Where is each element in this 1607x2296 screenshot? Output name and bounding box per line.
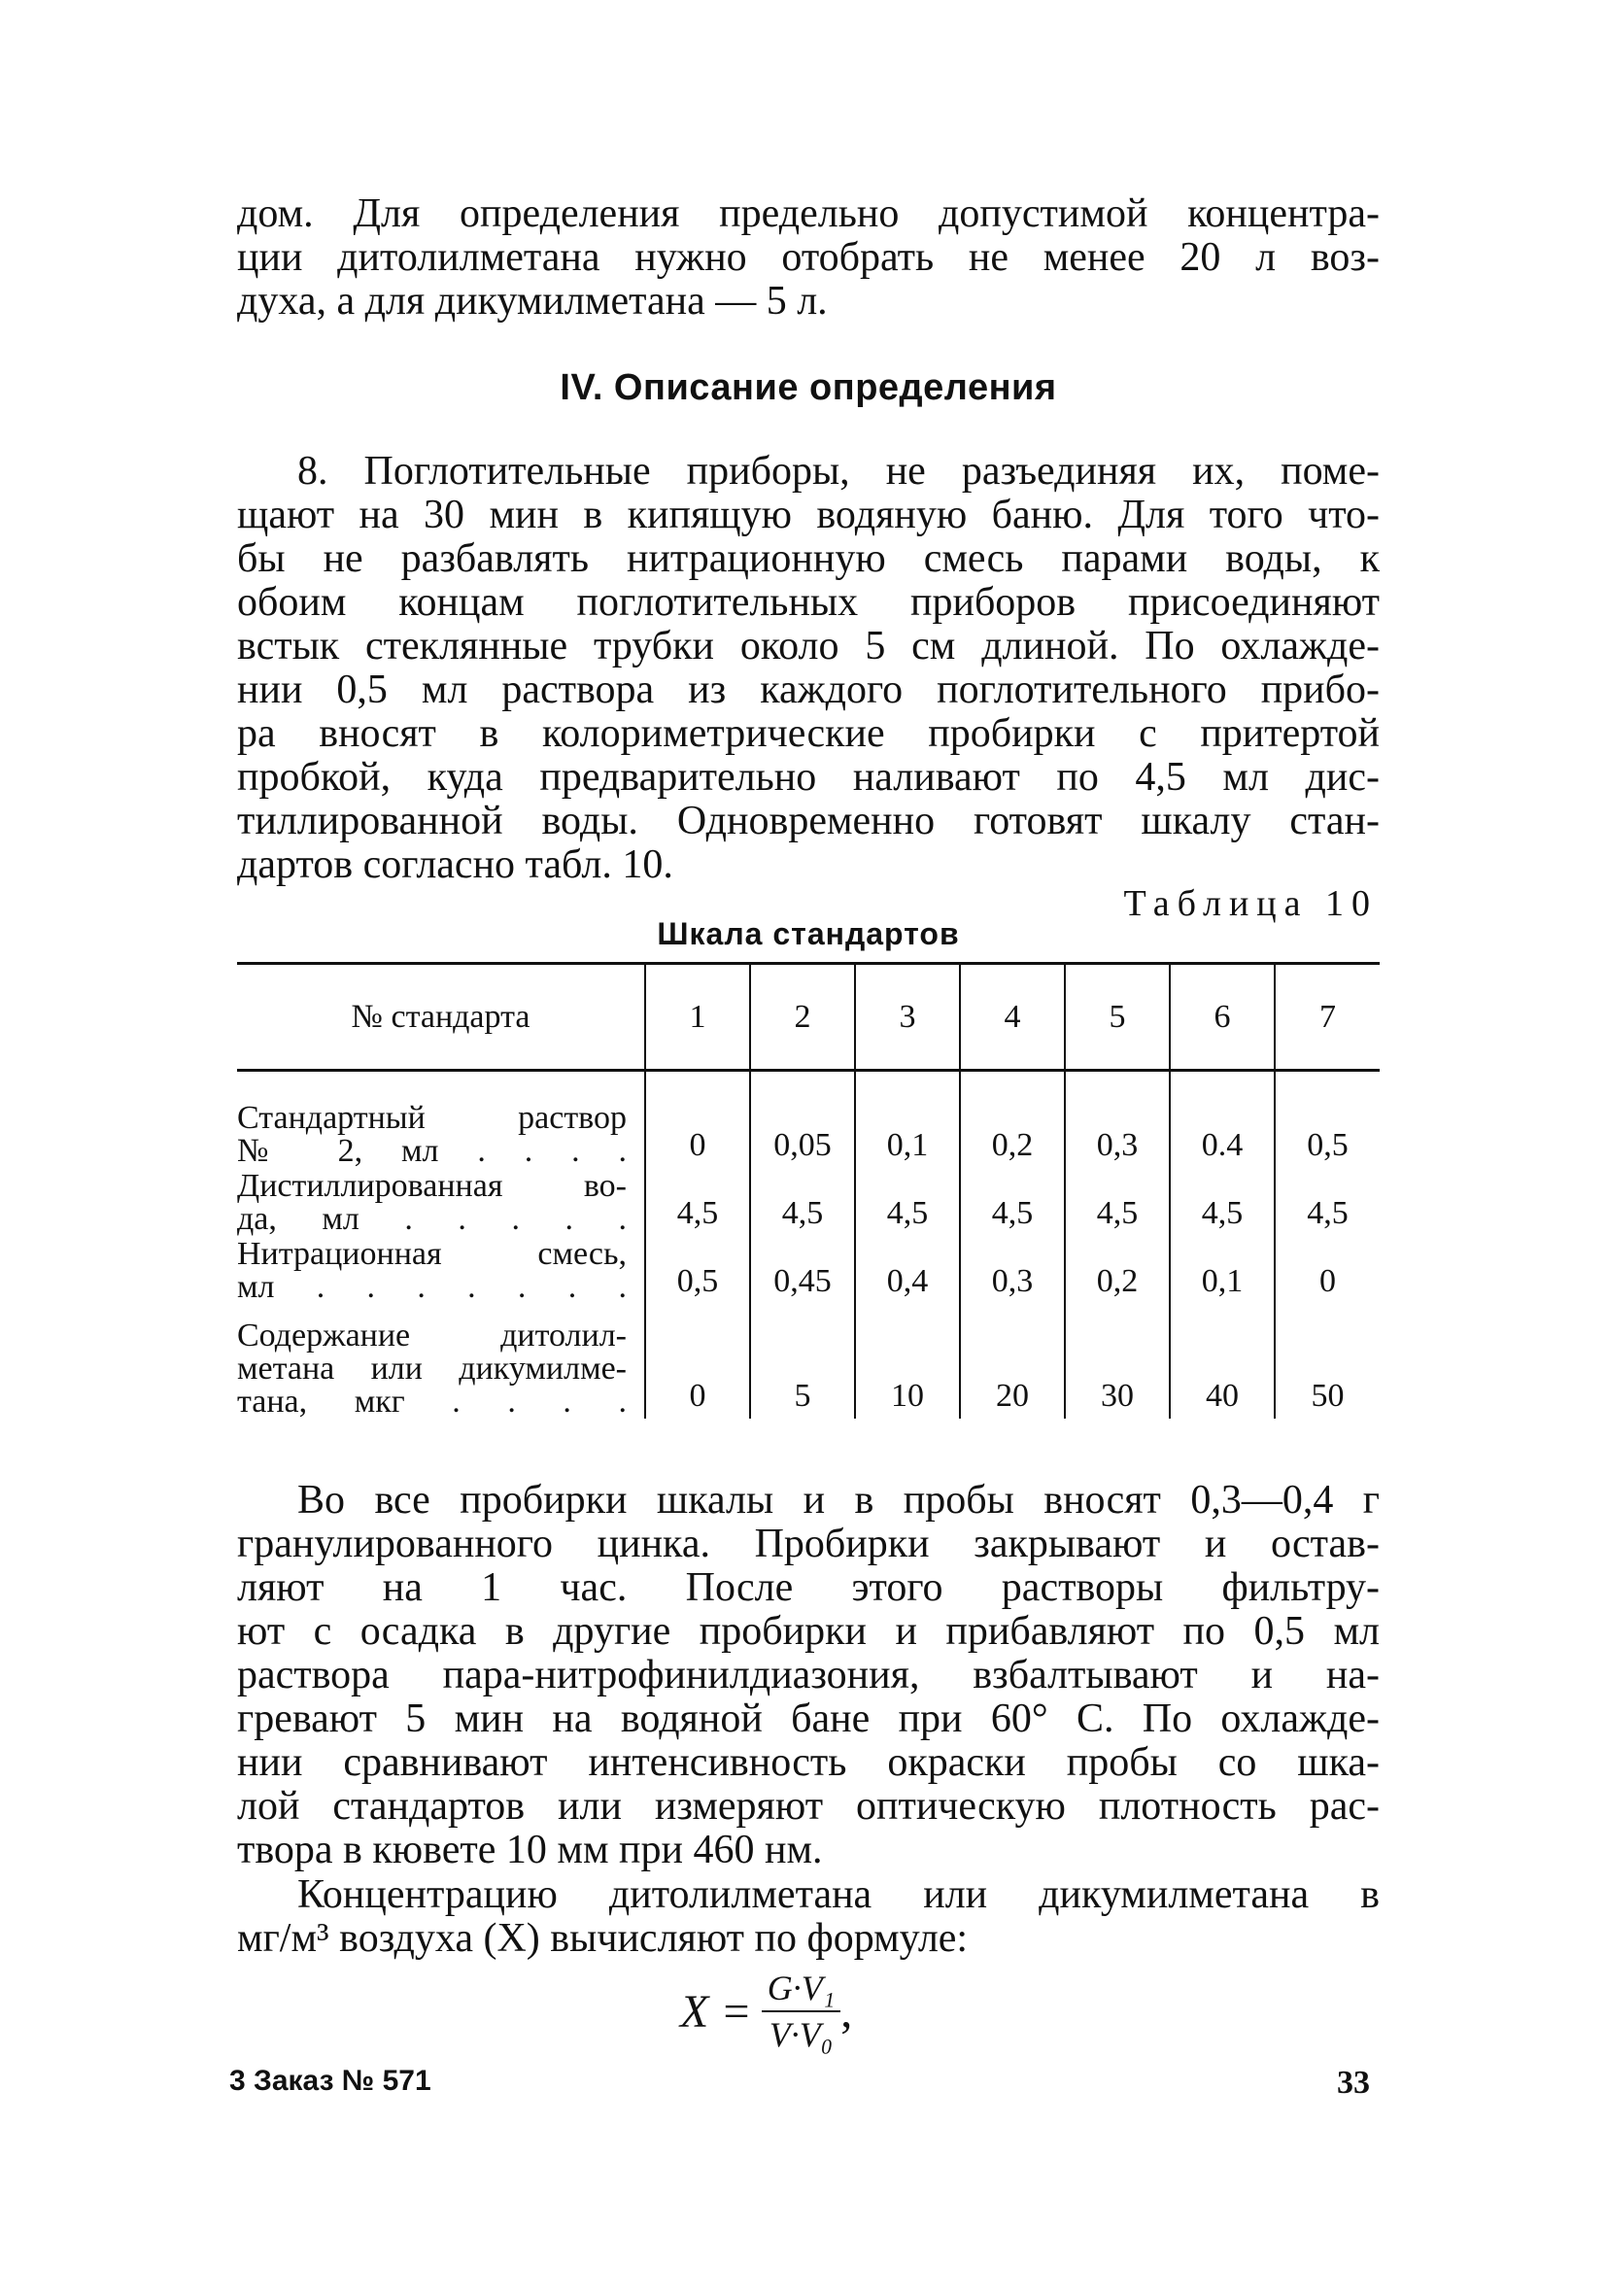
paragraph-analysis-text <box>237 1479 1380 1872</box>
table-title: Шкала стандартов <box>657 916 960 951</box>
table-cell: 40 <box>1170 1304 1275 1419</box>
row-label-line: тана, мкг . . . . <box>237 1383 627 1420</box>
text-line: ра вносят в колориметрические пробирки с притертой <box>237 711 1380 756</box>
row-label-line: Содержание дитолил- <box>237 1317 627 1354</box>
page-number: 33 <box>1337 2065 1370 2101</box>
table-row <box>237 1168 1380 1236</box>
table-header-row <box>237 964 1380 1071</box>
table-cell: 0 <box>1275 1236 1380 1304</box>
table-cell: 0,4 <box>855 1236 960 1304</box>
text-line: лой стандартов или измеряют оптическую плотность рас- <box>237 1784 1380 1829</box>
row-label-line: Дистиллированная во- <box>237 1167 627 1204</box>
table-cell: 5 <box>750 1304 855 1419</box>
text-line: ции дитолилметана нужно отобрать не менее 20 л воз- <box>237 235 1380 280</box>
table-cell: 30 <box>1065 1304 1170 1419</box>
table-cell: 4,5 <box>645 1168 750 1236</box>
header-cell: 4 <box>960 964 1065 1071</box>
row-label <box>237 1236 645 1304</box>
paragraph-formula-intro-text <box>237 1873 1380 1961</box>
header-cell: 6 <box>1170 964 1275 1071</box>
paragraph-formula-intro <box>237 1873 1380 1961</box>
table-cell: 0,1 <box>855 1071 960 1168</box>
text-line: Во все пробирки шкалы и в пробы вносят 0,3—0,4 г <box>297 1478 1380 1523</box>
text-line: дом. Для определения предельно допустимой концентра- <box>237 191 1380 236</box>
paragraph-procedure <box>237 450 1380 887</box>
header-cell: 5 <box>1065 964 1170 1071</box>
text-line: встык стеклянные трубки около 5 см длиной. По охлажде- <box>237 624 1380 668</box>
text-line: нии 0,5 мл раствора из каждого поглотительного прибо- <box>237 668 1380 712</box>
text-line: ют с осадка в другие пробирки и прибавляют по 0,5 мл <box>237 1609 1380 1654</box>
header-cell: 2 <box>750 964 855 1071</box>
formula-denominator: V·V₀ <box>769 2015 834 2054</box>
row-label-line: да, мл . . . . . <box>237 1200 627 1237</box>
table-cell: 0.4 <box>1170 1071 1275 1168</box>
paragraph-intro <box>237 192 1380 324</box>
text-line: гранулированного цинка. Пробирки закрывают и остав- <box>237 1522 1380 1566</box>
row-label-line: Стандартный раствор <box>237 1099 627 1136</box>
table-cell: 4,5 <box>1275 1168 1380 1236</box>
paragraph-intro-text <box>237 192 1380 324</box>
table-caption: Таблица 10 <box>1123 883 1378 924</box>
concentration-formula <box>680 1968 852 2055</box>
text-line: ляют на 1 час. После этого растворы фильтру- <box>237 1565 1380 1610</box>
text-line: мг/м³ воздуха (X) вычисляют по формуле: <box>237 1916 969 1961</box>
header-cell: 3 <box>855 964 960 1071</box>
text-line: щают на 30 мин в кипящую водяную баню. Для того что- <box>237 493 1380 537</box>
table-cell: 0,1 <box>1170 1236 1275 1304</box>
table-cell: 4,5 <box>855 1168 960 1236</box>
table-cell: 0,45 <box>750 1236 855 1304</box>
text-line: пробкой, куда предварительно наливают по 4,5 мл дис- <box>237 755 1380 800</box>
row-label <box>237 1071 645 1168</box>
table-row <box>237 1071 1380 1168</box>
table-cell: 0,05 <box>750 1071 855 1168</box>
paragraph-analysis <box>237 1479 1380 1872</box>
formula-lhs: X = <box>680 1985 752 2038</box>
row-label-line: № 2, мл . . . . <box>237 1132 627 1169</box>
header-cell: 1 <box>645 964 750 1071</box>
text-line: тиллированной воды. Одновременно готовят шкалу стан- <box>237 799 1380 843</box>
table-cell: 4,5 <box>1170 1168 1275 1236</box>
text-line: бы не разбавлять нитрационную смесь парами воды, к <box>237 536 1380 581</box>
table-cell: 4,5 <box>1065 1168 1170 1236</box>
text-line: духа, а для дикумилметана — 5 л. <box>237 279 828 324</box>
table-cell: 50 <box>1275 1304 1380 1419</box>
section-heading: IV. Описание определения <box>560 367 1057 408</box>
footer-order-number: 3 Заказ № 571 <box>229 2065 431 2097</box>
text-line: гревают 5 мин на водяной бане при 60° С. По охлажде- <box>237 1696 1380 1741</box>
table-row <box>237 1304 1380 1419</box>
row-label-line: мл . . . . . . . <box>237 1268 627 1305</box>
paragraph-procedure-text <box>237 450 1380 887</box>
table-cell: 0 <box>645 1304 750 1419</box>
table-cell: 0,5 <box>645 1236 750 1304</box>
table-cell: 4,5 <box>750 1168 855 1236</box>
text-line: обоим концам поглотительных приборов присоединяют <box>237 580 1380 625</box>
text-line: раствора пара-нитрофинилдиазония, взбалтывают и на- <box>237 1653 1380 1697</box>
table-cell: 0 <box>645 1071 750 1168</box>
table-cell: 0,3 <box>1065 1071 1170 1168</box>
row-label <box>237 1168 645 1236</box>
row-label-line: Нитрационная смесь, <box>237 1235 627 1272</box>
formula-trail: , <box>840 1985 853 2038</box>
text-line: дартов согласно табл. 10. <box>237 842 673 887</box>
row-label <box>237 1304 645 1419</box>
header-cell-label: № стандарта <box>237 964 645 1071</box>
table-cell: 0,2 <box>960 1071 1065 1168</box>
text-line: 8. Поглотительные приборы, не разъединяя их, поме- <box>297 449 1380 494</box>
header-cell: 7 <box>1275 964 1380 1071</box>
text-line: твора в кювете 10 мм при 460 нм. <box>237 1828 823 1872</box>
table-cell: 20 <box>960 1304 1065 1419</box>
row-label-line: метана или дикумилме- <box>237 1350 627 1387</box>
table-cell: 0,2 <box>1065 1236 1170 1304</box>
formula-numerator: G·V₁ <box>762 1968 841 2012</box>
standards-table <box>237 962 1380 1419</box>
table-row <box>237 1236 1380 1304</box>
table-cell: 0,3 <box>960 1236 1065 1304</box>
table-cell: 4,5 <box>960 1168 1065 1236</box>
text-line: нии сравнивают интенсивность окраски пробы со шка- <box>237 1740 1380 1785</box>
formula-fraction <box>762 1968 841 2055</box>
text-line: Концентрацию дитолилметана или дикумилметана в <box>297 1872 1380 1917</box>
table-cell: 10 <box>855 1304 960 1419</box>
table-cell: 0,5 <box>1275 1071 1380 1168</box>
